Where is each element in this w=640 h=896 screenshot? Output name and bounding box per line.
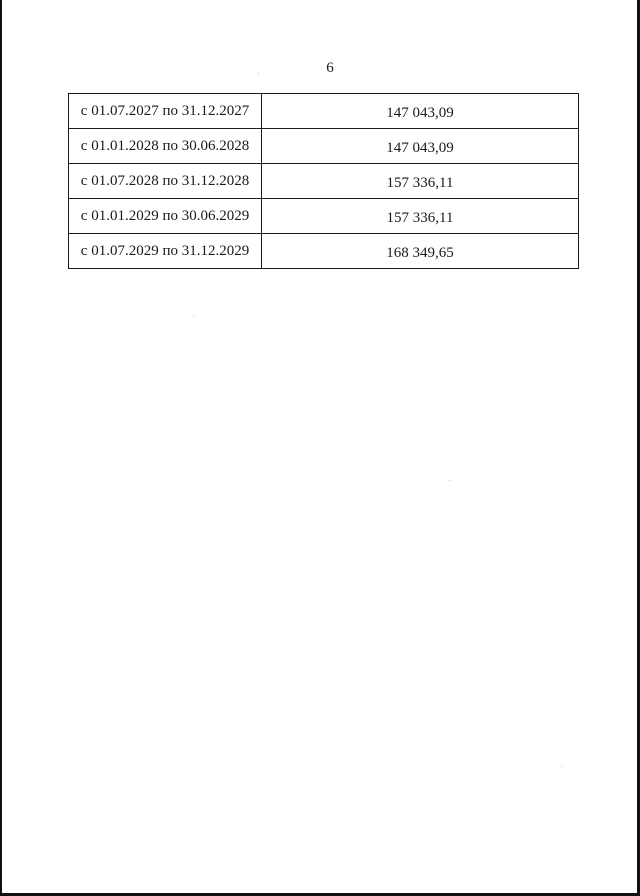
amount-cell: 147 043,09 [262, 94, 579, 129]
scan-edge-left [0, 0, 2, 896]
amount-cell: 168 349,65 [262, 234, 579, 269]
period-cell: с 01.07.2027 по 31.12.2027 [69, 94, 262, 129]
table-row [69, 94, 579, 129]
scan-speck [449, 480, 450, 481]
scan-speck [193, 316, 194, 317]
scan-speck [561, 766, 562, 767]
amount-cell: 157 336,11 [262, 199, 579, 234]
period-cell: с 01.07.2029 по 31.12.2029 [69, 234, 262, 269]
page-number: 6 [326, 60, 334, 76]
table-row [69, 164, 579, 199]
table-row [69, 129, 579, 164]
table-row [69, 199, 579, 234]
period-cell: с 01.07.2028 по 31.12.2028 [69, 164, 262, 199]
scan-speck [258, 73, 259, 74]
amount-cell: 147 043,09 [262, 129, 579, 164]
table-row [69, 234, 579, 269]
period-cell: с 01.01.2028 по 30.06.2028 [69, 129, 262, 164]
period-cell: с 01.01.2029 по 30.06.2029 [69, 199, 262, 234]
rates-table [68, 93, 579, 269]
amount-cell: 157 336,11 [262, 164, 579, 199]
